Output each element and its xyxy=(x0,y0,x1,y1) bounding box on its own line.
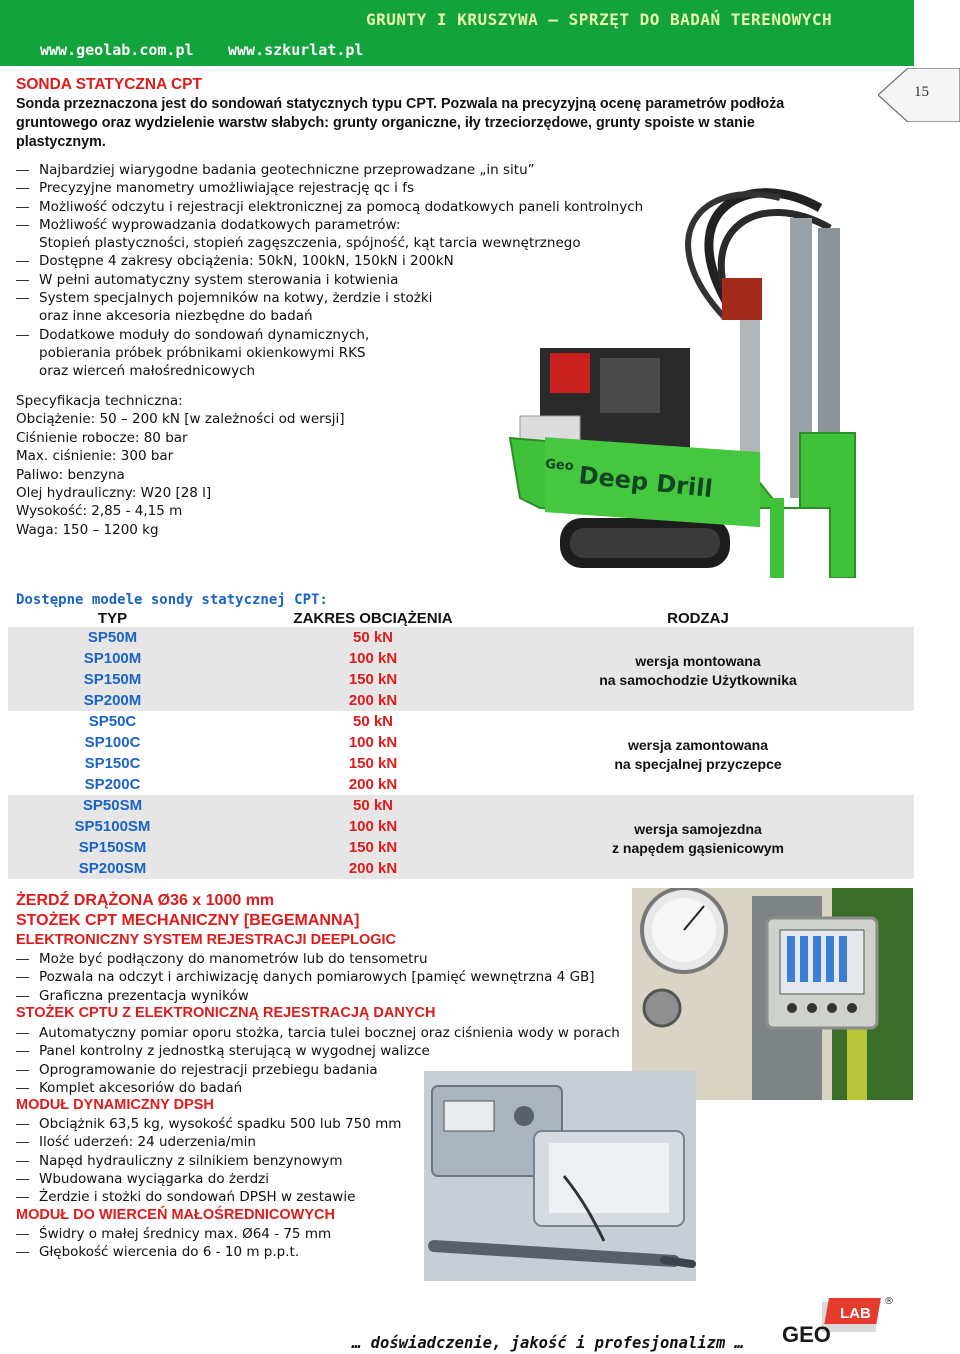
list-item: Wbudowana wyciągarka do żerdzi xyxy=(16,1170,401,1188)
model-kind xyxy=(560,820,836,857)
model-type: SP50C xyxy=(88,713,137,730)
model-load: 150 kN xyxy=(348,839,398,856)
dpsh-list xyxy=(16,1115,401,1206)
heading-deeplogic: ELEKTRONICZNY SYSTEM REJESTRACJI DEEPLOGIC xyxy=(16,932,397,948)
column-header-load: ZAKRES OBCIĄŻENIA xyxy=(293,610,453,627)
heading-dpsh: MODUŁ DYNAMICZNY DPSH xyxy=(16,1097,214,1113)
spec-line: Obciążenie: 50 – 200 kN [w zależności od wersji] xyxy=(16,411,345,428)
model-load: 200 kN xyxy=(348,860,398,877)
list-item: oraz inne akcesoria niezbędne do badań xyxy=(39,308,313,325)
list-item: System specjalnych pojemników na kotwy, żerdzie i stożki xyxy=(16,289,643,307)
model-load: 50 kN xyxy=(352,797,394,814)
model-load: 150 kN xyxy=(348,755,398,772)
list-item: Napęd hydrauliczny z silnikiem benzynowym xyxy=(16,1152,401,1170)
model-type: SP100C xyxy=(84,734,141,751)
model-load: 50 kN xyxy=(352,629,394,646)
model-kind-line: z napędem gąsienicowym xyxy=(612,839,784,856)
deeplogic-list xyxy=(16,950,595,1005)
header-bar xyxy=(0,0,914,66)
list-item: Żerdzie i stożki do sondowań DPSH w zestawie xyxy=(16,1188,401,1206)
model-type: SP150C xyxy=(84,755,141,772)
model-load: 200 kN xyxy=(348,776,398,793)
model-load: 200 kN xyxy=(348,692,398,709)
list-item: Pozwala na odczyt i archiwizację danych pomiarowych [pamięć wewnętrzna 4 GB] xyxy=(16,968,595,986)
model-kind-line: wersja zamontowana xyxy=(627,737,769,753)
list-item: Dodatkowe moduły do sondowań dynamicznych, xyxy=(16,326,643,344)
list-item: Najbardziej wiarygodne badania geotechniczne przeprowadzane „in situ” xyxy=(16,161,643,179)
logo-text-deep-drill: Deep Drill xyxy=(577,461,715,504)
spec-line: Olej hydrauliczny: W20 [28 l] xyxy=(16,485,212,502)
spec-line: Max. ciśnienie: 300 bar xyxy=(16,448,174,465)
list-item: Panel kontrolny z jednostką sterującą w wygodnej walizce xyxy=(16,1042,620,1060)
model-type: SP200C xyxy=(84,776,141,793)
deeplogic-panel-photo xyxy=(632,888,913,1100)
model-type: SP150SM xyxy=(78,839,147,856)
list-item: Możliwość wyprowadzania dodatkowych parametrów: xyxy=(16,216,643,234)
list-item: Komplet akcesoriów do badań xyxy=(16,1079,620,1097)
cptu-case-photo xyxy=(424,1071,696,1281)
spec-line: Waga: 150 – 1200 kg xyxy=(16,521,159,538)
model-type: SP100M xyxy=(83,650,142,667)
list-item: Automatyczny pomiar oporu stożka, tarcia tulei bocznej oraz ciśnienia wody w porach xyxy=(16,1024,620,1042)
model-type: SP200M xyxy=(83,692,142,709)
intro-line: gruntowego oraz wydzielenie warstw słabych: grunty organiczne, iły trzeciorzędowe, grunty spoiste w stanie xyxy=(16,115,755,131)
model-type: SP5100SM xyxy=(74,818,151,835)
model-kind-line: wersja montowana xyxy=(635,653,761,669)
spec-line: Ciśnienie robocze: 80 bar xyxy=(16,429,188,446)
list-item: oraz wierceń małośrednicowych xyxy=(39,363,256,380)
list-item: Ilość uderzeń: 24 uderzenia/min xyxy=(16,1133,401,1151)
list-item: Stopień plastyczności, stopień zagęszczenia, spójność, kąt tarcia wewnętrznego xyxy=(39,235,581,252)
footer-slogan: … doświadczenie, jakość i profesjonalizm … xyxy=(352,1334,744,1352)
spec-line: Paliwo: benzyna xyxy=(16,466,125,483)
model-type: SP150M xyxy=(83,671,142,688)
model-kind-line: wersja samojezdna xyxy=(634,821,762,837)
link-geolab[interactable]: www.geolab.com.pl xyxy=(40,41,194,59)
spec-line: Wysokość: 2,85 - 4,15 m xyxy=(16,503,183,520)
list-item: Oprogramowanie do rejestracji przebiegu badania xyxy=(16,1061,620,1079)
header-title: GRUNTY I KRUSZYWA – SPRZĘT DO BADAŃ TERENOWYCH xyxy=(366,10,833,29)
model-kind xyxy=(560,736,836,773)
logo-lab-text: LAB xyxy=(840,1305,871,1322)
models-heading: Dostępne modele sondy statycznej CPT: xyxy=(16,592,328,608)
column-header-kind: RODZAJ xyxy=(667,610,729,627)
list-item: Możliwość odczytu i rejestracji elektronicznej za pomocą dodatkowych paneli kontrolnych xyxy=(16,198,643,216)
list-item: Graficzna prezentacja wyników xyxy=(16,987,595,1005)
model-load: 100 kN xyxy=(348,734,398,751)
list-item: Precyzyjne manometry umożliwiające rejestrację qc i fs xyxy=(16,179,643,197)
page-number: 15 xyxy=(914,84,929,100)
technical-spec xyxy=(16,392,345,539)
model-load: 100 kN xyxy=(348,650,398,667)
deep-drill-machine-photo xyxy=(500,168,880,578)
geolab-logo xyxy=(772,1292,904,1348)
logo-text-geo: Geo xyxy=(544,457,575,474)
column-header-type: TYP xyxy=(97,610,128,627)
model-type: SP200SM xyxy=(78,860,147,877)
section-heading-cpt: SONDA STATYCZNA CPT xyxy=(16,76,202,93)
list-item: W pełni automatyczny system sterowania i kotwienia xyxy=(16,271,643,289)
intro-line: plastycznym. xyxy=(16,134,106,150)
heading-drilling-module: MODUŁ DO WIERCEŃ MAŁOŚREDNICOWYCH xyxy=(16,1207,335,1223)
model-type: SP50SM xyxy=(82,797,143,814)
list-item: pobierania próbek próbnikami okienkowymi RKS xyxy=(39,344,366,361)
model-load: 150 kN xyxy=(348,671,398,688)
intro-paragraph xyxy=(16,95,784,152)
list-item: Obciążnik 63,5 kg, wysokość spadku 500 lub 750 mm xyxy=(16,1115,401,1133)
logo-registered-mark: ® xyxy=(884,1296,894,1307)
model-kind xyxy=(560,652,836,689)
heading-rod: ŻERDŹ DRĄŻONA Ø36 x 1000 mm xyxy=(16,892,275,909)
logo-geo-text: GEO xyxy=(782,1322,831,1347)
list-item: Dostępne 4 zakresy obciążenia: 50kN, 100kN, 150kN i 200kN xyxy=(16,252,643,270)
heading-mechanical-cone: STOŻEK CPT MECHANICZNY [BEGEMANNA] xyxy=(16,912,360,929)
list-item: Może być podłączony do manometrów lub do tensometru xyxy=(16,950,595,968)
model-load: 100 kN xyxy=(348,818,398,835)
model-kind-line: na specjalnej przyczepce xyxy=(614,755,782,772)
heading-cptu: STOŻEK CPTU Z ELEKTRONICZNĄ REJESTRACJĄ DANYCH xyxy=(16,1005,436,1021)
model-load: 50 kN xyxy=(352,713,394,730)
list-item: Świdry o małej średnicy max. Ø64 - 75 mm xyxy=(16,1225,331,1243)
list-item: Głębokość wiercenia do 6 - 10 m p.p.t. xyxy=(16,1243,331,1261)
model-kind-line: na samochodzie Użytkownika xyxy=(599,671,797,688)
link-szkurlat[interactable]: www.szkurlat.pl xyxy=(228,41,364,59)
drilling-list xyxy=(16,1225,331,1262)
intro-line: Sonda przeznaczona jest do sondowań statycznych typu CPT. Pozwala na precyzyjną ocenę parametrów podłoża xyxy=(16,96,785,112)
spec-line: Specyfikacja techniczna: xyxy=(16,393,183,409)
model-type: SP50M xyxy=(87,629,138,646)
